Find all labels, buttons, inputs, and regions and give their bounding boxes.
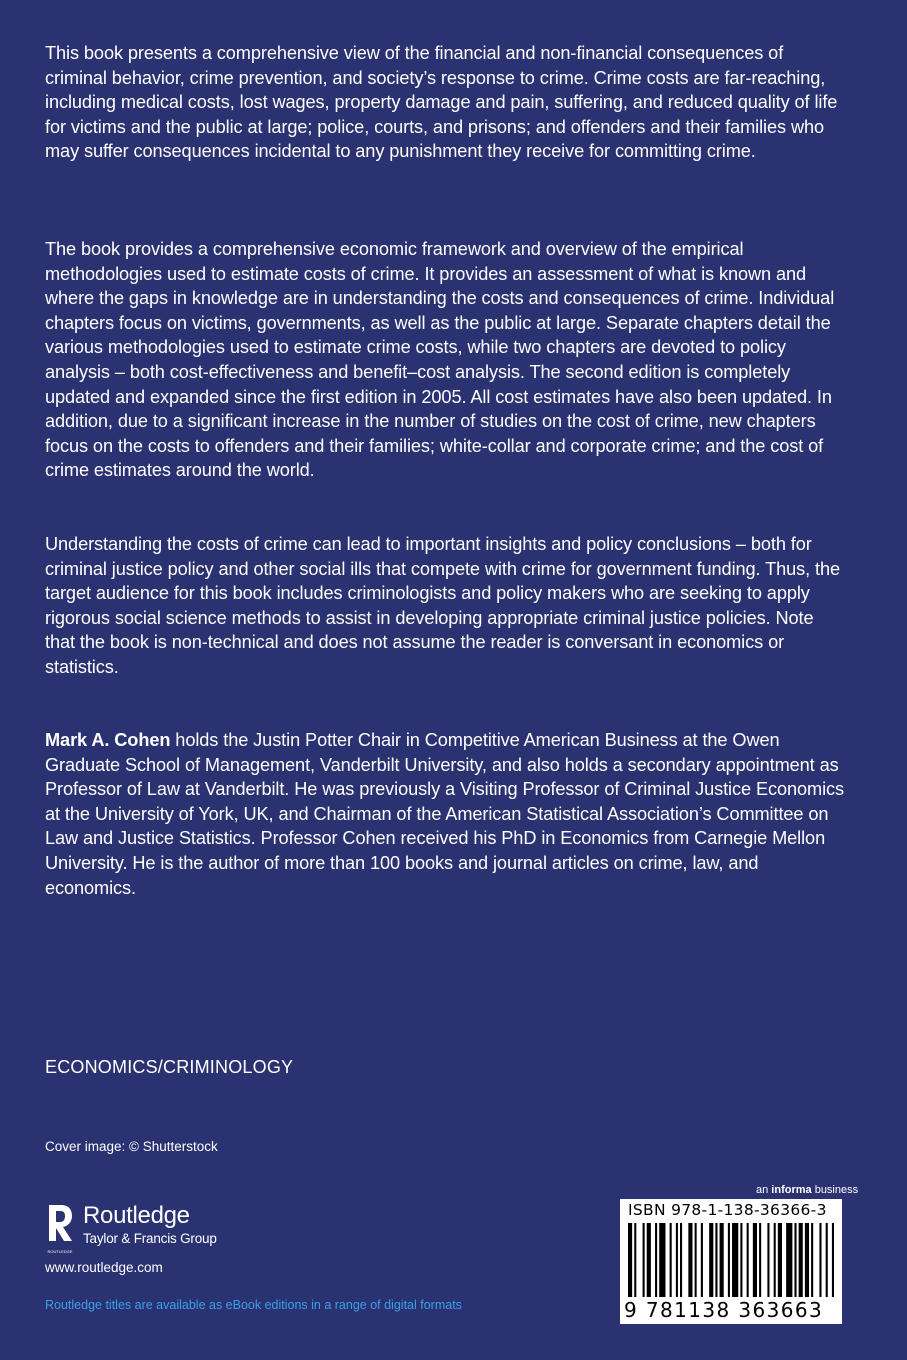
barcode-bar (680, 1223, 682, 1297)
barcode-bar (753, 1223, 757, 1297)
barcode-bar (747, 1223, 749, 1297)
barcode-bar (826, 1223, 828, 1297)
logo-small-text: ROUTLEDGE (47, 1249, 73, 1254)
barcode-bar (695, 1223, 697, 1297)
blurb-paragraph-2: The book provides a comprehensive economic framework and overview of the empirical methodologies used to estimate costs of crime. It provides an assessment of what is known and where the gaps in knowledge are in understanding the costs and consequences of crime. Individual chapters focus on victims, governments, as well as the public at large. Separate chapters detail the various methodologies used to estimate crime costs, while two chapters are devoted to policy analysis – both cost-effectiveness and benefit–cost analysis. The second edition is completely updated and expanded since the first edition in 2005. All cost estimates have also been updated. In addition, due to a significant increase in the number of studies on the cost of crime, new chapters focus on the costs to offenders and their families; white-collar and corporate crime; and the cost of crime estimates around the world. (45, 239, 835, 481)
barcode-bar (647, 1223, 651, 1297)
barcode-bar (805, 1223, 809, 1297)
barcode-bar (634, 1223, 636, 1297)
barcode-bar (786, 1223, 792, 1297)
barcode-bar (778, 1223, 782, 1297)
cover-credit: Cover image: © Shutterstock (45, 1139, 218, 1154)
blurb-paragraph-1: This book presents a comprehensive view of the financial and non-financial consequences of criminal behavior, crime prevention, and society’s response to crime. Crime costs are far-reaching, including medical costs, lost wages, property damage and pain, suffering, and reduced quality of life for victims and the public at large; police, courts, and prisons; and offenders and their families who may suffer consequences incidental to any punishment they receive for committing crime. (45, 43, 838, 162)
barcode-bar (819, 1223, 821, 1297)
publisher-website[interactable]: www.routledge.com (45, 1260, 163, 1275)
barcode-bar (688, 1223, 692, 1297)
isbn-digits: 9 781138 363663 (624, 1298, 824, 1322)
barcode-bar (732, 1223, 738, 1297)
informa-tagline: an informa business (756, 1184, 859, 1196)
barcode-bar (628, 1223, 632, 1297)
ebook-note: Routledge titles are available as eBook editions in a range of digital formats (45, 1298, 462, 1312)
barcode-bar (740, 1223, 742, 1297)
barcode-bar (676, 1223, 678, 1297)
blurb-paragraph-3: Understanding the costs of crime can lead to important insights and policy conclusions – both for criminal justice policy and other social ills that compete with crime for government funding. Thus, the target audience for this book includes criminologists and policy makers who are seeking to apply rigorous social science methods to assist in developing appropriate criminal justice policies. Note that the book is non-technical and does not assume the reader is conversant in economics or statistics. (45, 534, 841, 677)
isbn-label: ISBN 978-1-138-36366-3 (628, 1201, 827, 1219)
barcode-bar (811, 1223, 813, 1297)
routledge-r-icon (45, 1203, 75, 1257)
barcode-bar (709, 1223, 713, 1297)
barcode-bar (701, 1223, 703, 1297)
barcode-bar (728, 1223, 730, 1297)
barcode-bar (832, 1223, 834, 1297)
barcode-bar (759, 1223, 761, 1297)
publisher-group: Taylor & Francis Group (83, 1231, 217, 1246)
informa-brand: informa (771, 1184, 812, 1196)
barcode-bar (720, 1223, 724, 1297)
subject-category: ECONOMICS/CRIMINOLOGY (45, 1057, 294, 1077)
barcode-bar (670, 1223, 672, 1297)
publisher-name: Routledge (83, 1202, 190, 1229)
barcode-bars (628, 1223, 834, 1297)
author-name: Mark A. Cohen (45, 730, 171, 750)
barcode-bar (767, 1223, 769, 1297)
barcode-bar (794, 1223, 796, 1297)
barcode-bar (643, 1223, 645, 1297)
barcode-bar (659, 1223, 665, 1297)
barcode-bar (655, 1223, 657, 1297)
barcode-bar (715, 1223, 717, 1297)
author-bio-text: holds the Justin Potter Chair in Competitive American Business at the Owen Graduate School of Management, Vanderbilt University, and also holds a secondary appointment as Professor of Law at Vanderbilt. He was previously a Visiting Professor of Criminal Justice Economics at the University of York, UK, and Chairman of the American Statistical Association’s Committee on Law and Justice Statistics. Professor Cohen received his PhD in Economics from Carnegie Mellon University. He is the author of more than 100 books and journal articles on crime, law, and economics. (45, 730, 845, 898)
barcode-bar (799, 1223, 803, 1297)
routledge-logo (45, 1203, 217, 1257)
barcode-bar (774, 1223, 776, 1297)
isbn-barcode (620, 1199, 842, 1324)
author-bio (45, 728, 845, 900)
